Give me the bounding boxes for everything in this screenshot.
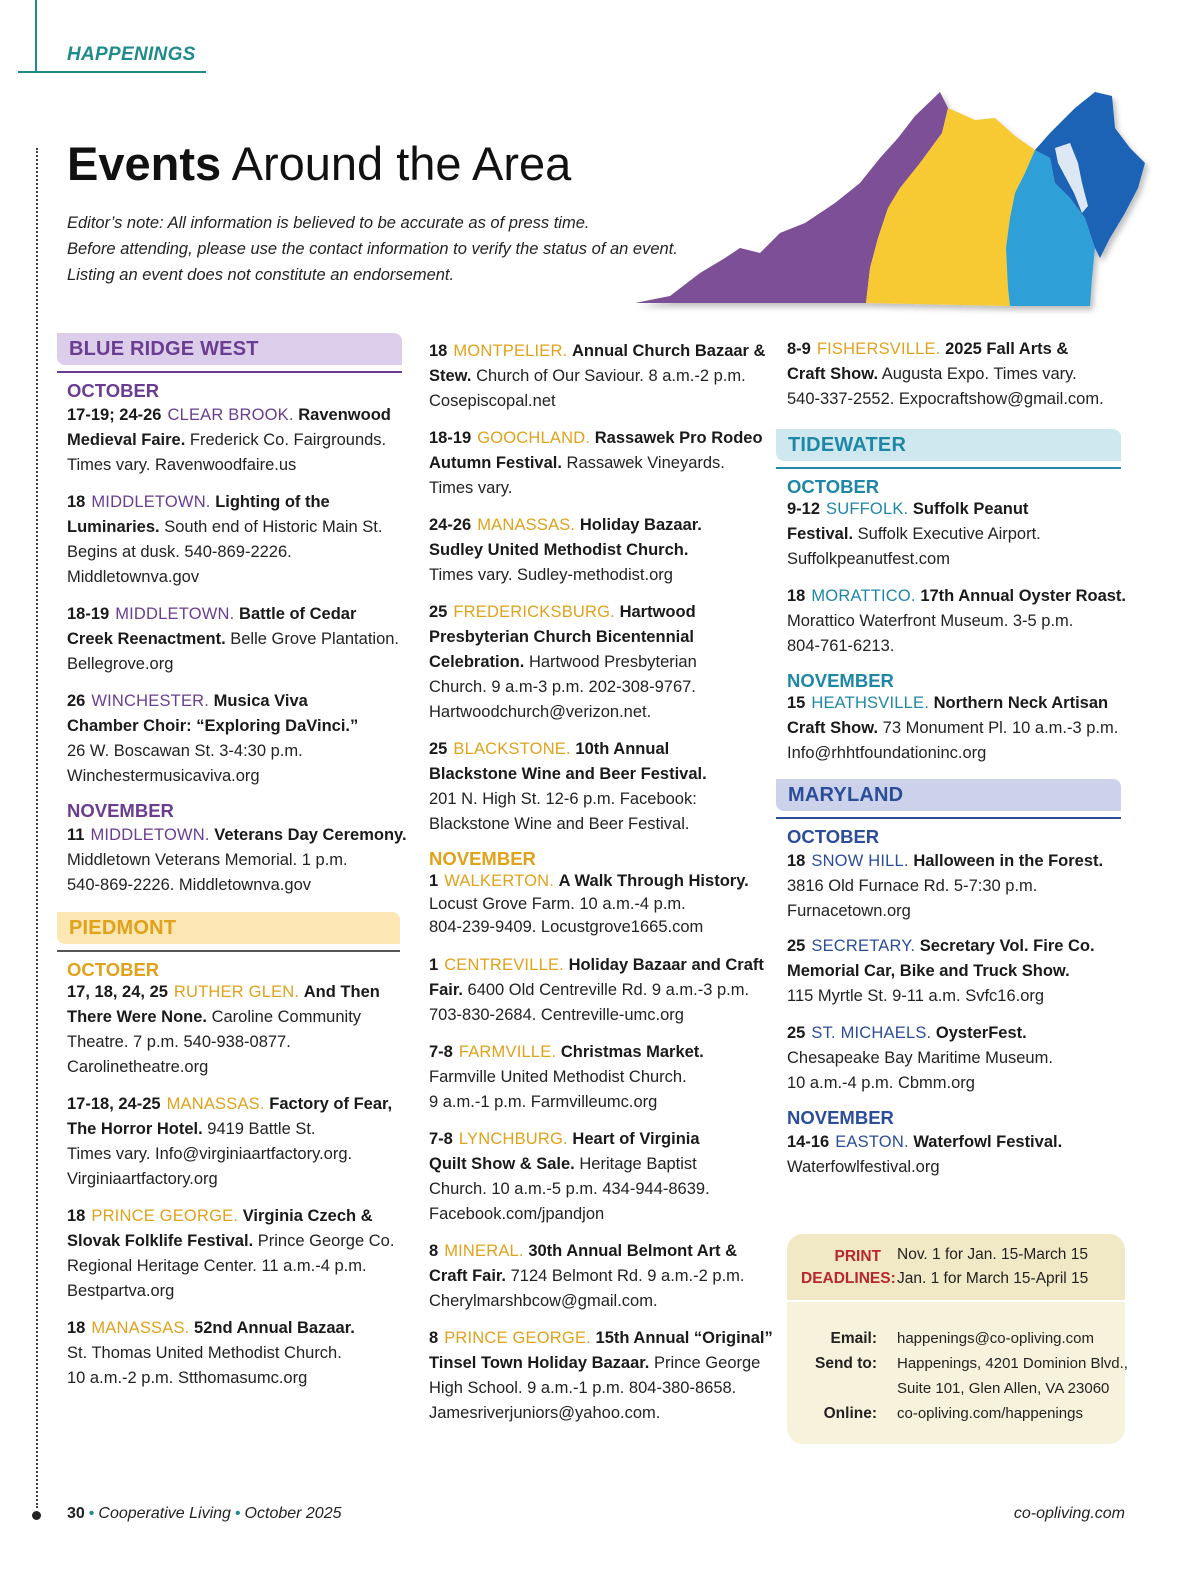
event-listing bbox=[787, 584, 1126, 659]
event-date: 11 bbox=[67, 826, 85, 844]
event-city: EASTON. bbox=[835, 1133, 909, 1151]
event-title: Halloween in the Forest. bbox=[913, 852, 1104, 870]
margin-dot bbox=[32, 1511, 41, 1520]
month-heading: OCTOBER bbox=[67, 959, 160, 980]
event-details: Begins at dusk. 540-869-2226. bbox=[67, 543, 292, 561]
event-details: 6400 Old Centreville Rd. 9 a.m.-3 p.m. bbox=[462, 981, 750, 999]
event-title: Presbyterian Church Bicentennial bbox=[429, 628, 694, 646]
event-title: 30th Annual Belmont Art & bbox=[528, 1242, 738, 1260]
contact-labels bbox=[807, 1326, 877, 1426]
event-details: Virginiaartfactory.org bbox=[67, 1170, 218, 1188]
event-date: 25 bbox=[787, 937, 806, 955]
event-title: 10th Annual bbox=[575, 740, 670, 758]
event-details: 540-869-2226. Middletownva.gov bbox=[67, 876, 311, 894]
event-city: RUTHER GLEN. bbox=[173, 983, 300, 1001]
event-date: 7-8 bbox=[429, 1043, 453, 1061]
event-details: Carolinetheatre.org bbox=[67, 1058, 209, 1076]
page-title-rest: Around the Area bbox=[221, 137, 572, 190]
event-city: WINCHESTER. bbox=[91, 692, 210, 710]
event-title: Ravenwood bbox=[298, 406, 391, 424]
event-details: Frederick Co. Fairgrounds. bbox=[185, 431, 387, 449]
event-details: 7124 Belmont Rd. 9 a.m.-2 p.m. bbox=[506, 1267, 745, 1285]
event-title: Craft Fair. bbox=[429, 1267, 507, 1285]
event-listing bbox=[787, 337, 1104, 412]
event-title: Hartwood bbox=[619, 603, 696, 621]
event-details: Church. 9 a.m-3 p.m. 202-308-9767. bbox=[429, 678, 696, 696]
event-date: 7-8 bbox=[429, 1130, 453, 1148]
event-details: Suffolk Executive Airport. bbox=[853, 525, 1041, 543]
event-title: Suffolk Peanut bbox=[912, 500, 1029, 518]
event-details: Belle Grove Plantation. bbox=[225, 630, 400, 648]
print-deadlines-box bbox=[787, 1234, 1128, 1444]
event-city: MONTPELIER. bbox=[453, 342, 568, 360]
region-map-icon bbox=[630, 88, 1170, 318]
event-details: Times vary. Info@virginiaartfactory.org. bbox=[67, 1145, 353, 1163]
deadlines-label-line: PRINT bbox=[834, 1248, 881, 1265]
event-details: Info@rhhtfoundationinc.org bbox=[787, 744, 987, 762]
event-title: And Then bbox=[303, 983, 380, 1001]
event-city: HEATHSVILLE. bbox=[811, 694, 929, 712]
page-title bbox=[67, 136, 571, 191]
event-city: MIDDLETOWN. bbox=[90, 826, 210, 844]
event-title: Tinsel Town Holiday Bazaar. bbox=[429, 1354, 650, 1372]
event-listing bbox=[787, 497, 1041, 572]
event-date: 18 bbox=[429, 342, 448, 360]
deadlines-label-line: DEADLINES: bbox=[801, 1270, 896, 1287]
event-details: Jamesriverjuniors@yahoo.com. bbox=[429, 1404, 661, 1422]
event-city: FISHERSVILLE. bbox=[816, 340, 941, 358]
event-listing bbox=[429, 870, 749, 939]
event-listing bbox=[429, 1127, 710, 1227]
event-details: Church of Our Saviour. 8 a.m.-2 p.m. bbox=[471, 367, 746, 385]
editor-note-line: Listing an event does not constitute an endorsement. bbox=[67, 266, 455, 284]
event-details: St. Thomas United Methodist Church. bbox=[67, 1344, 342, 1362]
event-listing bbox=[787, 691, 1118, 766]
event-date: 9-12 bbox=[787, 500, 821, 518]
event-details: 9419 Battle St. bbox=[202, 1120, 316, 1138]
event-city: BLACKSTONE. bbox=[453, 740, 571, 758]
event-details: Suffolkpeanutfest.com bbox=[787, 550, 950, 568]
event-listing bbox=[429, 1040, 704, 1115]
event-listing bbox=[429, 1239, 744, 1314]
event-city: PRINCE GEORGE. bbox=[444, 1329, 591, 1347]
event-title: Waterfowl Festival. bbox=[913, 1133, 1063, 1151]
label-spacer bbox=[807, 1376, 877, 1401]
event-date: 17-18, 24-25 bbox=[67, 1095, 161, 1113]
event-listing bbox=[67, 1204, 394, 1304]
section-tag: HAPPENINGS bbox=[67, 44, 196, 65]
region-header-tidewater: TIDEWATER bbox=[776, 429, 1121, 461]
event-details: Theatre. 7 p.m. 540-938-0877. bbox=[67, 1033, 291, 1051]
event-listing bbox=[429, 600, 697, 725]
event-title: Chamber Choir: “Exploring DaVinci.” bbox=[67, 717, 359, 735]
issue-date: October 2025 bbox=[244, 1505, 342, 1522]
event-listing bbox=[429, 953, 764, 1028]
event-details: 804-761-6213. bbox=[787, 637, 895, 655]
event-details: Rassawek Vineyards. bbox=[561, 454, 725, 472]
event-city: MORATTICO. bbox=[811, 587, 916, 605]
event-details: 703-830-2684. Centreville-umc.org bbox=[429, 1006, 684, 1024]
mailing-address: Happenings, 4201 Dominion Blvd., bbox=[897, 1355, 1128, 1372]
event-city: LYNCHBURG. bbox=[458, 1130, 568, 1148]
event-date: 17-19; 24-26 bbox=[67, 406, 162, 424]
event-title: Battle of Cedar bbox=[239, 605, 357, 623]
event-listing bbox=[429, 737, 707, 837]
deadlines-header bbox=[787, 1234, 1125, 1302]
event-title: Northern Neck Artisan bbox=[933, 694, 1109, 712]
event-city: FREDERICKSBURG. bbox=[453, 603, 615, 621]
event-listing bbox=[67, 823, 407, 898]
event-details: Farmville United Methodist Church. bbox=[429, 1068, 687, 1086]
event-details: Times vary. bbox=[429, 479, 513, 497]
region-rule bbox=[57, 371, 402, 373]
event-details: Bellegrove.org bbox=[67, 655, 174, 673]
event-details: Chesapeake Bay Maritime Museum. bbox=[787, 1049, 1053, 1067]
event-listing bbox=[67, 490, 382, 590]
region-header-piedmont: PIEDMONT bbox=[57, 912, 400, 944]
event-details: 26 W. Boscawan St. 3-4:30 p.m. bbox=[67, 742, 303, 760]
month-heading: NOVEMBER bbox=[429, 848, 536, 869]
event-date: 25 bbox=[429, 740, 448, 758]
event-details: Caroline Community bbox=[206, 1008, 362, 1026]
event-title: There Were None. bbox=[67, 1008, 207, 1026]
event-title: Secretary Vol. Fire Co. bbox=[919, 937, 1095, 955]
event-details: Times vary. Sudley-methodist.org bbox=[429, 566, 673, 584]
event-details: Cosepiscopal.net bbox=[429, 392, 556, 410]
event-listing bbox=[429, 513, 702, 588]
event-details: Locust Grove Farm. 10 a.m.-4 p.m. bbox=[429, 895, 686, 913]
event-details: South end of Historic Main St. bbox=[159, 518, 383, 536]
event-title: 2025 Fall Arts & bbox=[945, 340, 1069, 358]
event-city: SUFFOLK. bbox=[826, 500, 909, 518]
event-details: 10 a.m.-4 p.m. Cbmm.org bbox=[787, 1074, 975, 1092]
event-title: Holiday Bazaar. bbox=[579, 516, 702, 534]
event-title: Christmas Market. bbox=[560, 1043, 704, 1061]
event-details: 115 Myrtle St. 9-11 a.m. Svfc16.org bbox=[787, 987, 1045, 1005]
event-city: GOOCHLAND. bbox=[477, 429, 591, 447]
event-city: WALKERTON. bbox=[444, 872, 555, 890]
event-details: 3816 Old Furnace Rd. 5-7:30 p.m. bbox=[787, 877, 1038, 895]
event-details: Middletownva.gov bbox=[67, 568, 200, 586]
event-city: CENTREVILLE. bbox=[444, 956, 564, 974]
event-details: Morattico Waterfront Museum. 3-5 p.m. bbox=[787, 612, 1074, 630]
region-header-blue-ridge-west: BLUE RIDGE WEST bbox=[57, 333, 402, 365]
email-link[interactable]: happenings@co-opliving.com bbox=[897, 1330, 1095, 1347]
event-details: High School. 9 a.m.-1 p.m. 804-380-8658. bbox=[429, 1379, 737, 1397]
event-details: Times vary. Ravenwoodfaire.us bbox=[67, 456, 297, 474]
event-city: ST. MICHAELS. bbox=[811, 1024, 932, 1042]
event-details: 804-239-9409. Locustgrove1665.com bbox=[429, 918, 704, 936]
event-title: Autumn Festival. bbox=[429, 454, 562, 472]
event-details: Prince George bbox=[649, 1354, 761, 1372]
event-details: Facebook.com/jpandjon bbox=[429, 1205, 605, 1223]
month-heading: NOVEMBER bbox=[67, 800, 174, 821]
event-details: Prince George Co. bbox=[253, 1232, 395, 1250]
event-title: Virginia Czech & bbox=[242, 1207, 373, 1225]
event-date: 8-9 bbox=[787, 340, 811, 358]
region-header-maryland: MARYLAND bbox=[776, 779, 1121, 811]
event-listing bbox=[67, 602, 399, 677]
event-title: Annual Church Bazaar & bbox=[572, 342, 766, 360]
event-date: 8 bbox=[429, 1242, 439, 1260]
event-title: 17th Annual Oyster Roast. bbox=[920, 587, 1126, 605]
editor-note bbox=[67, 210, 727, 288]
event-title: Memorial Car, Bike and Truck Show. bbox=[787, 962, 1070, 980]
event-listing bbox=[787, 849, 1103, 924]
event-title: Veterans Day Ceremony. bbox=[214, 826, 407, 844]
event-date: 18-19 bbox=[429, 429, 472, 447]
event-date: 8 bbox=[429, 1329, 439, 1347]
event-listing bbox=[787, 1130, 1062, 1180]
event-city: FARMVILLE. bbox=[458, 1043, 557, 1061]
month-heading: OCTOBER bbox=[787, 826, 880, 847]
event-title: 52nd Annual Bazaar. bbox=[194, 1319, 355, 1337]
region-rule bbox=[57, 950, 400, 952]
event-details: 540-337-2552. Expocraftshow@gmail.com. bbox=[787, 390, 1104, 408]
event-date: 14-16 bbox=[787, 1133, 830, 1151]
event-details: Middletown Veterans Memorial. 1 p.m. bbox=[67, 851, 348, 869]
page-number: 30 bbox=[67, 1505, 85, 1522]
event-title: Celebration. bbox=[429, 653, 525, 671]
event-title: Slovak Folklife Festival. bbox=[67, 1232, 254, 1250]
event-date: 1 bbox=[429, 872, 439, 890]
deadlines-values bbox=[897, 1243, 1088, 1291]
event-details: Heritage Baptist bbox=[574, 1155, 697, 1173]
event-details: Bestpartva.org bbox=[67, 1282, 175, 1300]
deadline-item: Nov. 1 for Jan. 15-March 15 bbox=[897, 1246, 1088, 1263]
contact-values bbox=[897, 1326, 1128, 1426]
event-title: Fair. bbox=[429, 981, 463, 999]
event-details: 201 N. High St. 12-6 p.m. Facebook: bbox=[429, 790, 697, 808]
page-footer bbox=[67, 1505, 342, 1523]
event-title: Rassawek Pro Rodeo bbox=[594, 429, 763, 447]
event-city: MIDDLETOWN. bbox=[91, 493, 211, 511]
event-city: MANASSAS. bbox=[477, 516, 576, 534]
month-heading: NOVEMBER bbox=[787, 1107, 894, 1128]
event-date: 18 bbox=[67, 1319, 86, 1337]
event-city: CLEAR BROOK. bbox=[167, 406, 294, 424]
footer-website[interactable]: co-opliving.com bbox=[1013, 1505, 1125, 1522]
event-listing bbox=[429, 339, 765, 414]
event-date: 18 bbox=[787, 852, 806, 870]
event-city: SNOW HILL. bbox=[811, 852, 909, 870]
event-title: Holiday Bazaar and Craft bbox=[568, 956, 764, 974]
deadlines-label bbox=[801, 1246, 896, 1290]
region-rule bbox=[776, 817, 1121, 819]
deadline-item: Jan. 1 for March 15-April 15 bbox=[897, 1270, 1089, 1287]
event-title: A Walk Through History. bbox=[558, 872, 749, 890]
event-title: Blackstone Wine and Beer Festival. bbox=[429, 765, 707, 783]
event-date: 1 bbox=[429, 956, 439, 974]
event-title: Lighting of the bbox=[215, 493, 330, 511]
event-listing bbox=[67, 403, 391, 478]
event-title: Medieval Faire. bbox=[67, 431, 186, 449]
event-title: Luminaries. bbox=[67, 518, 160, 536]
event-date: 17, 18, 24, 25 bbox=[67, 983, 168, 1001]
event-title: Heart of Virginia bbox=[572, 1130, 700, 1148]
event-details: Regional Heritage Center. 11 a.m.-4 p.m. bbox=[67, 1257, 367, 1275]
event-listing bbox=[429, 1326, 773, 1426]
email-label: Email: bbox=[830, 1330, 877, 1347]
event-title: Creek Reenactment. bbox=[67, 630, 226, 648]
event-title: Factory of Fear, bbox=[269, 1095, 393, 1113]
send-to-label: Send to: bbox=[815, 1355, 877, 1372]
event-title: The Horror Hotel. bbox=[67, 1120, 203, 1138]
event-title: Musica Viva bbox=[213, 692, 308, 710]
month-heading: NOVEMBER bbox=[787, 670, 894, 691]
event-details: Waterfowlfestival.org bbox=[787, 1158, 940, 1176]
event-listing bbox=[67, 689, 358, 789]
header-accent-line bbox=[35, 0, 37, 72]
event-title: Craft Show. bbox=[787, 365, 879, 383]
event-details: Church. 10 a.m.-5 p.m. 434-944-8639. bbox=[429, 1180, 710, 1198]
event-details: Hartwood Presbyterian bbox=[524, 653, 697, 671]
region-rule bbox=[776, 467, 1121, 469]
event-city: MINERAL. bbox=[444, 1242, 524, 1260]
event-date: 15 bbox=[787, 694, 806, 712]
event-title: Sudley United Methodist Church. bbox=[429, 541, 689, 559]
event-listing bbox=[787, 934, 1095, 1009]
event-title: Festival. bbox=[787, 525, 854, 543]
event-title: Quilt Show & Sale. bbox=[429, 1155, 575, 1173]
event-details: Blackstone Wine and Beer Festival. bbox=[429, 815, 690, 833]
event-details: Augusta Expo. Times vary. bbox=[878, 365, 1077, 383]
event-date: 18 bbox=[67, 493, 86, 511]
event-city: MANASSAS. bbox=[166, 1095, 265, 1113]
mailing-address: Suite 101, Glen Allen, VA 23060 bbox=[897, 1380, 1110, 1397]
editor-note-line: Editor’s note: All information is believed to be accurate as of press time. bbox=[67, 214, 590, 232]
header-underline bbox=[18, 71, 206, 73]
event-city: SECRETARY. bbox=[811, 937, 916, 955]
month-heading: OCTOBER bbox=[787, 476, 880, 497]
event-city: PRINCE GEORGE. bbox=[91, 1207, 239, 1225]
margin-dotted-line bbox=[36, 148, 38, 1508]
editor-note-line: Before attending, please use the contact information to verify the status of an event. bbox=[67, 240, 678, 258]
event-listing bbox=[67, 1092, 392, 1192]
event-listing bbox=[67, 980, 380, 1080]
event-date: 18-19 bbox=[67, 605, 110, 623]
event-details: Hartwoodchurch@verizon.net. bbox=[429, 703, 652, 721]
bullet-icon: • bbox=[234, 1505, 241, 1522]
online-link[interactable]: co-opliving.com/happenings bbox=[897, 1405, 1083, 1422]
event-details: 73 Monument Pl. 10 a.m.-3 p.m. bbox=[878, 719, 1119, 737]
event-listing bbox=[67, 1316, 355, 1391]
event-city: MANASSAS. bbox=[91, 1319, 190, 1337]
event-listing bbox=[429, 426, 763, 501]
event-date: 18 bbox=[67, 1207, 86, 1225]
magazine-name: Cooperative Living bbox=[98, 1505, 231, 1522]
event-details: 10 a.m.-2 p.m. Stthomasumc.org bbox=[67, 1369, 308, 1387]
event-details: Furnacetown.org bbox=[787, 902, 911, 920]
event-details: Winchestermusicaviva.org bbox=[67, 767, 260, 785]
event-details: Cherylmarshbcow@gmail.com. bbox=[429, 1292, 658, 1310]
page-title-bold: Events bbox=[67, 137, 222, 190]
event-date: 25 bbox=[787, 1024, 806, 1042]
event-date: 18 bbox=[787, 587, 806, 605]
online-label: Online: bbox=[823, 1405, 877, 1422]
month-heading: OCTOBER bbox=[67, 380, 160, 401]
event-city: MIDDLETOWN. bbox=[115, 605, 235, 623]
event-title: Stew. bbox=[429, 367, 472, 385]
event-listing bbox=[787, 1021, 1053, 1096]
event-date: 25 bbox=[429, 603, 448, 621]
bullet-icon: • bbox=[88, 1505, 95, 1522]
event-date: 26 bbox=[67, 692, 86, 710]
event-title: Craft Show. bbox=[787, 719, 879, 737]
event-title: 15th Annual “Original” bbox=[595, 1329, 773, 1347]
event-date: 24-26 bbox=[429, 516, 472, 534]
event-title: OysterFest. bbox=[935, 1024, 1027, 1042]
event-details: 9 a.m.-1 p.m. Farmvilleumc.org bbox=[429, 1093, 658, 1111]
